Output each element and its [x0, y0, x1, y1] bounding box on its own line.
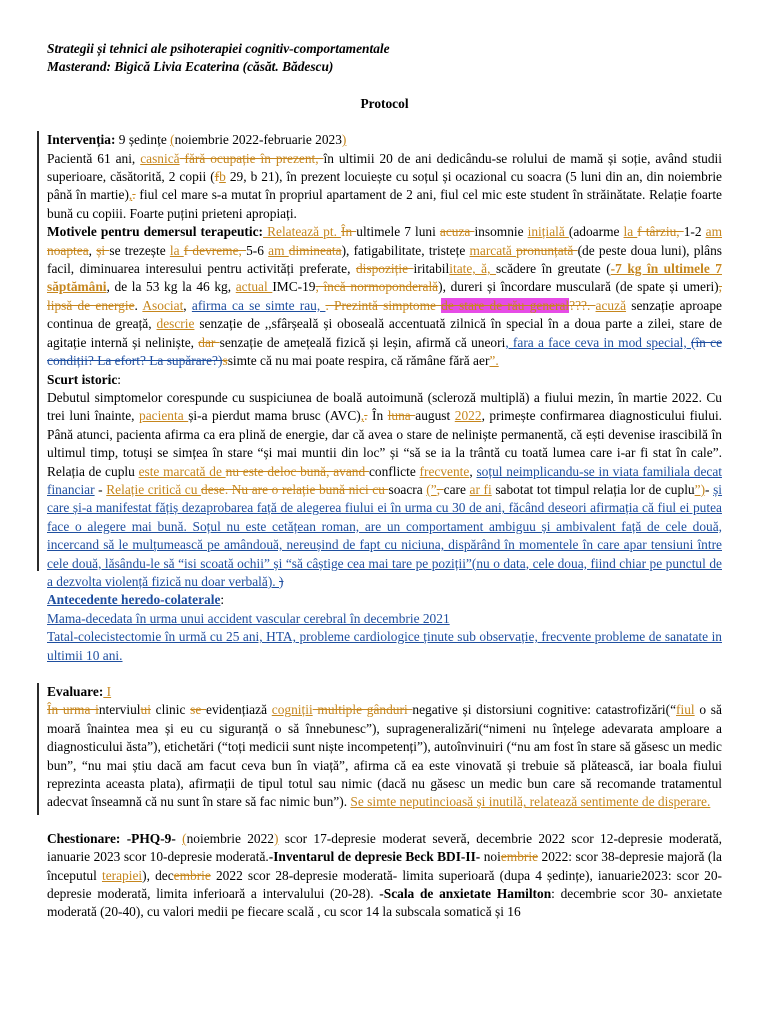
text-run: se trezește: [109, 242, 170, 258]
text-run: evidențiază: [206, 702, 272, 718]
text-run: f devreme,: [183, 242, 247, 258]
text-run: embrie: [500, 849, 539, 865]
text-run: :: [117, 371, 122, 387]
text-run: noiembrie 2022: [186, 830, 274, 846]
text-run: august: [415, 408, 455, 424]
text-run: (”: [426, 481, 437, 497]
text-run: (: [182, 830, 187, 846]
text-run: Relatează pt.: [263, 224, 342, 240]
text-run: este marcată de: [138, 463, 226, 479]
change-bar: [37, 683, 39, 815]
text-run: .: [134, 297, 143, 313]
text-run: senzație aproape continua de greață,: [47, 297, 722, 332]
text-run: ,: [183, 297, 192, 313]
text-run: :: [220, 592, 225, 608]
text-run: ,: [128, 187, 133, 203]
text-run: insomnie: [474, 224, 528, 240]
text-run: inițială: [527, 224, 569, 240]
protocol-title: Protocol: [360, 95, 409, 111]
text-run: care: [443, 481, 470, 497]
motive-label: Motivele pentru demersul terapeutic:: [47, 224, 263, 240]
text-run: 29, b 21), în prezent locuiește cu soțul și ocazional cu soacra (5 luni din an, din noiembrie până în martie): [47, 169, 722, 203]
text-run: .: [132, 187, 136, 203]
text-run: iritabil: [413, 261, 450, 277]
text-run: nu este deloc bună, avand: [225, 463, 369, 479]
text-run: fără ocupație în prezent,: [179, 150, 324, 166]
text-run: multiple gânduri: [312, 702, 413, 718]
document-header: [47, 40, 722, 77]
text-run: (: [170, 132, 175, 148]
text-run: scădere în greutate (: [495, 261, 611, 277]
text-run: În: [341, 224, 357, 240]
istoric-paragraph: [47, 389, 722, 591]
text-run: Relație critică cu: [106, 481, 202, 497]
text-run: Se simte neputincioasă și inutilă, relatează sentimente de disperare.: [350, 794, 711, 810]
text-run: marcată: [469, 242, 517, 258]
text-run: acuză: [595, 297, 627, 313]
istoric-label-line: [47, 371, 722, 389]
text-run: -7 kg în ultimele 7 săptămâni: [47, 261, 722, 295]
text-run: afirma ca se simte rau,: [191, 297, 326, 313]
text-run: ???.: [569, 297, 596, 313]
text-run: senzație de ,,sfârșeală și oboseală accentuată zilnică în special în a doua parte a zilei, stare de agitație internă și neliniște,: [47, 316, 723, 350]
section-intro: [47, 131, 722, 665]
text-run: ,: [469, 463, 477, 479]
text-run: luna: [387, 408, 416, 424]
antecedente-mama: Mama-decedata în urma unui accident vascular cerebral în decembrie 2021: [47, 610, 450, 626]
text-run: embrie: [173, 867, 211, 883]
text-run: ): [279, 573, 284, 589]
text-run: ), fatigabilitate, tristețe: [341, 242, 470, 258]
patient-description: [47, 150, 722, 224]
text-run: și-a pierdut mama brusc (AVC): [188, 408, 361, 424]
text-run: , de la 53 kg la 46 kg,: [106, 279, 236, 295]
text-run: sabotat tot timpul relația lor de cuplu: [491, 481, 695, 497]
text-run: actual: [235, 279, 273, 295]
text-run: pronunțată: [516, 242, 578, 258]
text-run: 2022: [454, 408, 482, 424]
motive-paragraph: [47, 223, 722, 370]
text-run: frecvente: [419, 463, 470, 479]
text-run: b: [219, 169, 226, 185]
text-run: dar: [198, 334, 220, 350]
text-run: ”): [694, 481, 706, 497]
text-run: descrie: [156, 316, 195, 332]
text-run: dese. Nu are o relație bună nici cu: [201, 481, 389, 497]
text-run: f: [214, 169, 220, 185]
text-run: am: [705, 224, 723, 240]
text-run: de stare de rău general: [441, 297, 570, 313]
text-run: ui: [140, 702, 151, 718]
chestionare-paragraph: [47, 830, 722, 922]
text-run: fiul: [676, 702, 695, 718]
evaluare-paragraph: [47, 701, 722, 811]
text-run: 2022: scor 38-depresie majoră (la începutul: [47, 849, 722, 883]
text-run: Asociat: [142, 297, 184, 313]
text-run: -Inventarul de depresie Beck BDI-II-: [268, 849, 481, 865]
text-run: simte că nu mai poate respira, că rămâne fără aer: [227, 353, 490, 369]
antecedente-title: [47, 591, 722, 609]
text-run: .: [364, 408, 368, 424]
text-run: În: [367, 408, 388, 424]
text-run: dimineata: [288, 242, 342, 258]
interventia-line: [47, 131, 722, 149]
text-run: în ultimii 20 de ani dedicându-se rolului de mamă și soție, având studii superioare, căsătorită, 2 copii (: [47, 150, 723, 185]
text-run: s: [222, 353, 228, 369]
text-run: 1-2: [683, 224, 706, 240]
text-run: În urma i: [47, 702, 99, 718]
interventia-label: Intervenția:: [47, 132, 116, 148]
text-run: (adoarme: [568, 224, 624, 240]
text-run: 2022 scor 28-depresie moderată- limita superioară (dupa 4 ședințe), ianuarie2023: scor 20-depresie moderată, limita inferioară a intervalului (20-28).: [47, 867, 722, 902]
text-run: , fara a face ceva in mod special,: [505, 334, 691, 350]
text-run: și care și-a manifestat fățiș dezaprobarea față de alegerea fiului ei în urma cu 30 de ani, făcând deseori afirmația că fiul ei putea face o alegere mai bună. Soțul nu este cetățean roman, are un comportament ambiguu și ambivalent față de cele două, incercand să le mulțumească pe amândouă, nereușind de fapt cu niciuna, dispărând în momentele în care apar tensiuni între cele două, lăsându-le să “isi scoată ochii” și “să câștige cea mai tare pe poziții”(nu o data, cele doua, fiind chiar pe punctul de a dezvolta violență fizică nu doar verbală).: [47, 481, 723, 589]
text-run: nterviul: [98, 702, 141, 718]
section-chestionare: [47, 830, 722, 922]
antecedente-tata: Tatal-colecistectomie în urmă cu 25 ani, HTA, probleme cardiologice ținute sub observație, frecvente probleme de sanatate in ultimii 10 ani.: [47, 629, 722, 663]
text-run: soacra: [388, 481, 427, 497]
text-run: se: [190, 702, 207, 718]
text-run: negative și distorsiuni cognitive: catastrofizări(“: [412, 702, 677, 718]
text-run: ,: [360, 408, 365, 424]
text-run: Pacientă 61 ani,: [47, 150, 141, 166]
student-name: Masterand: Bigică Livia Ecaterina (căsăt. Bădescu): [47, 59, 334, 75]
text-run: ): [274, 830, 279, 846]
text-run: fi: [483, 481, 492, 497]
text-run: ), dec: [142, 867, 174, 883]
text-run: casnică: [140, 150, 180, 166]
text-run: . Prezintă simptome: [325, 297, 442, 313]
istoric-label: Scurt istoric: [47, 371, 118, 387]
text-run: o să moară înaintea mea și eu cu siguranță o să înnebunesc”), suprageneralizări(“nimeni nu înțelege adevarata amploare a diagnosticului ăsta”), etichetări (“toți medicii sunt niște incompetenți”), autoînvinuiri (“nu am fost în stare să găsesc un medic bun”, “nu mai știu dacă am facut ceva bun în viață”, afirma că ea este vinovată și trebuie să plătească, iar boala fiului reprezinta aceasta plata), afirmații de tipul totul sau nimic (dacă nu găsesc un medic bun care să recomande tratamentul adecvat înseamnă că nu sunt în stare să fac nimic bun”).: [47, 702, 722, 810]
text-run: noi: [480, 849, 501, 865]
text-run: terapiei: [101, 867, 143, 883]
text-run: la: [169, 242, 184, 258]
text-run: cogniții: [271, 702, 313, 718]
text-run: noiembrie 2022-februarie 2023: [174, 132, 342, 148]
text-run: ): [341, 132, 347, 148]
text-run: dispoziție: [355, 261, 414, 277]
text-run: -PHQ-9-: [120, 830, 183, 846]
text-run: clinic: [150, 702, 191, 718]
text-run: (de peste doua luni), plâns facil, diminuarea interesului pentru activități preferate,: [47, 242, 722, 277]
text-run: : decembrie scor 30- anxietate moderată (20-40), cu valori medii pe fiecare scală , cu scor 14 la subscala somatică și 16: [47, 886, 723, 920]
text-run: soțul neimplicandu-se in viata familiala decat financiar: [47, 463, 722, 497]
text-run: 5-6: [246, 242, 269, 258]
text-run: , încă normoponderală: [315, 279, 439, 295]
text-run: și: [96, 242, 110, 258]
evaluare-label: Evaluare:: [47, 684, 104, 699]
text-run: ar: [469, 481, 484, 497]
text-run: I: [103, 684, 112, 699]
section-evaluare: [47, 683, 722, 812]
chestionare-label: Chestionare:: [47, 830, 121, 846]
text-run: f târziu,: [637, 224, 684, 240]
text-run: -Scala de anxietate Hamilton: [379, 886, 552, 902]
text-run: fiul cel mare s-a mutat în propriul apartament de 2 ani, fiul cel mic este student în străinătate. Relație foarte bună cu copiii. Foarte puțini prieteni apropiați.: [47, 187, 722, 221]
text-run: , lipsă de energie: [47, 279, 722, 313]
text-run: Debutul simptomelor corespunde cu suspiciunea de boală autoimună (scleroză multiplă) a fiului mezin, în martie 2022. Cu trei luni înainte,: [47, 389, 722, 424]
text-run: , primește confirmarea diagnosticului fiului. Până atunci, pacienta afirma ca era plină de energie, dar că avea o stare de neliniște permanentă, că ești devenise irascibilă în ultimul timp, totuși se simțea în stare “și mai muntii din loc” și “să se ia la trântă cu toată lumea care i-ar fi stat în cale”. Relația de cuplu: [47, 408, 723, 479]
text-run: Antecedente heredo-colaterale: [47, 592, 221, 608]
text-run: IMC-19: [272, 279, 316, 295]
text-run: am: [268, 242, 289, 258]
text-run: (în ce condiții? La efort? La supărare?): [47, 334, 723, 369]
text-run: 9 ședințe: [115, 132, 171, 148]
text-run: senzație de amețeală fizică și leșin, afirmă că uneori: [219, 334, 506, 350]
text-run: noaptea: [47, 242, 89, 258]
text-run: pacienta: [139, 408, 189, 424]
course-title: Strategii și tehnici ale psihoterapiei cognitiv-comportamentale: [47, 41, 390, 56]
text-run: -: [705, 481, 714, 497]
text-run: ultimele 7 luni: [356, 224, 440, 240]
text-run: acuza: [439, 224, 475, 240]
text-run: ,: [436, 481, 444, 497]
text-run: ”.: [489, 353, 499, 369]
text-run: scor 17-depresie moderat severă, decembrie 2022 scor 12-depresie moderată, ianuarie 2023 scor 10-depresie moderată.: [47, 830, 723, 865]
text-run: -: [94, 481, 107, 497]
evaluare-label-line: [47, 683, 722, 701]
text-run: ,: [88, 242, 97, 258]
text-run: ), dureri și încordare musculară (de spate și umeri): [438, 279, 719, 295]
text-run: la: [623, 224, 638, 240]
change-bar: [37, 131, 39, 571]
text-run: itate, ă,: [449, 261, 496, 277]
text-run: conflicte: [368, 463, 420, 479]
